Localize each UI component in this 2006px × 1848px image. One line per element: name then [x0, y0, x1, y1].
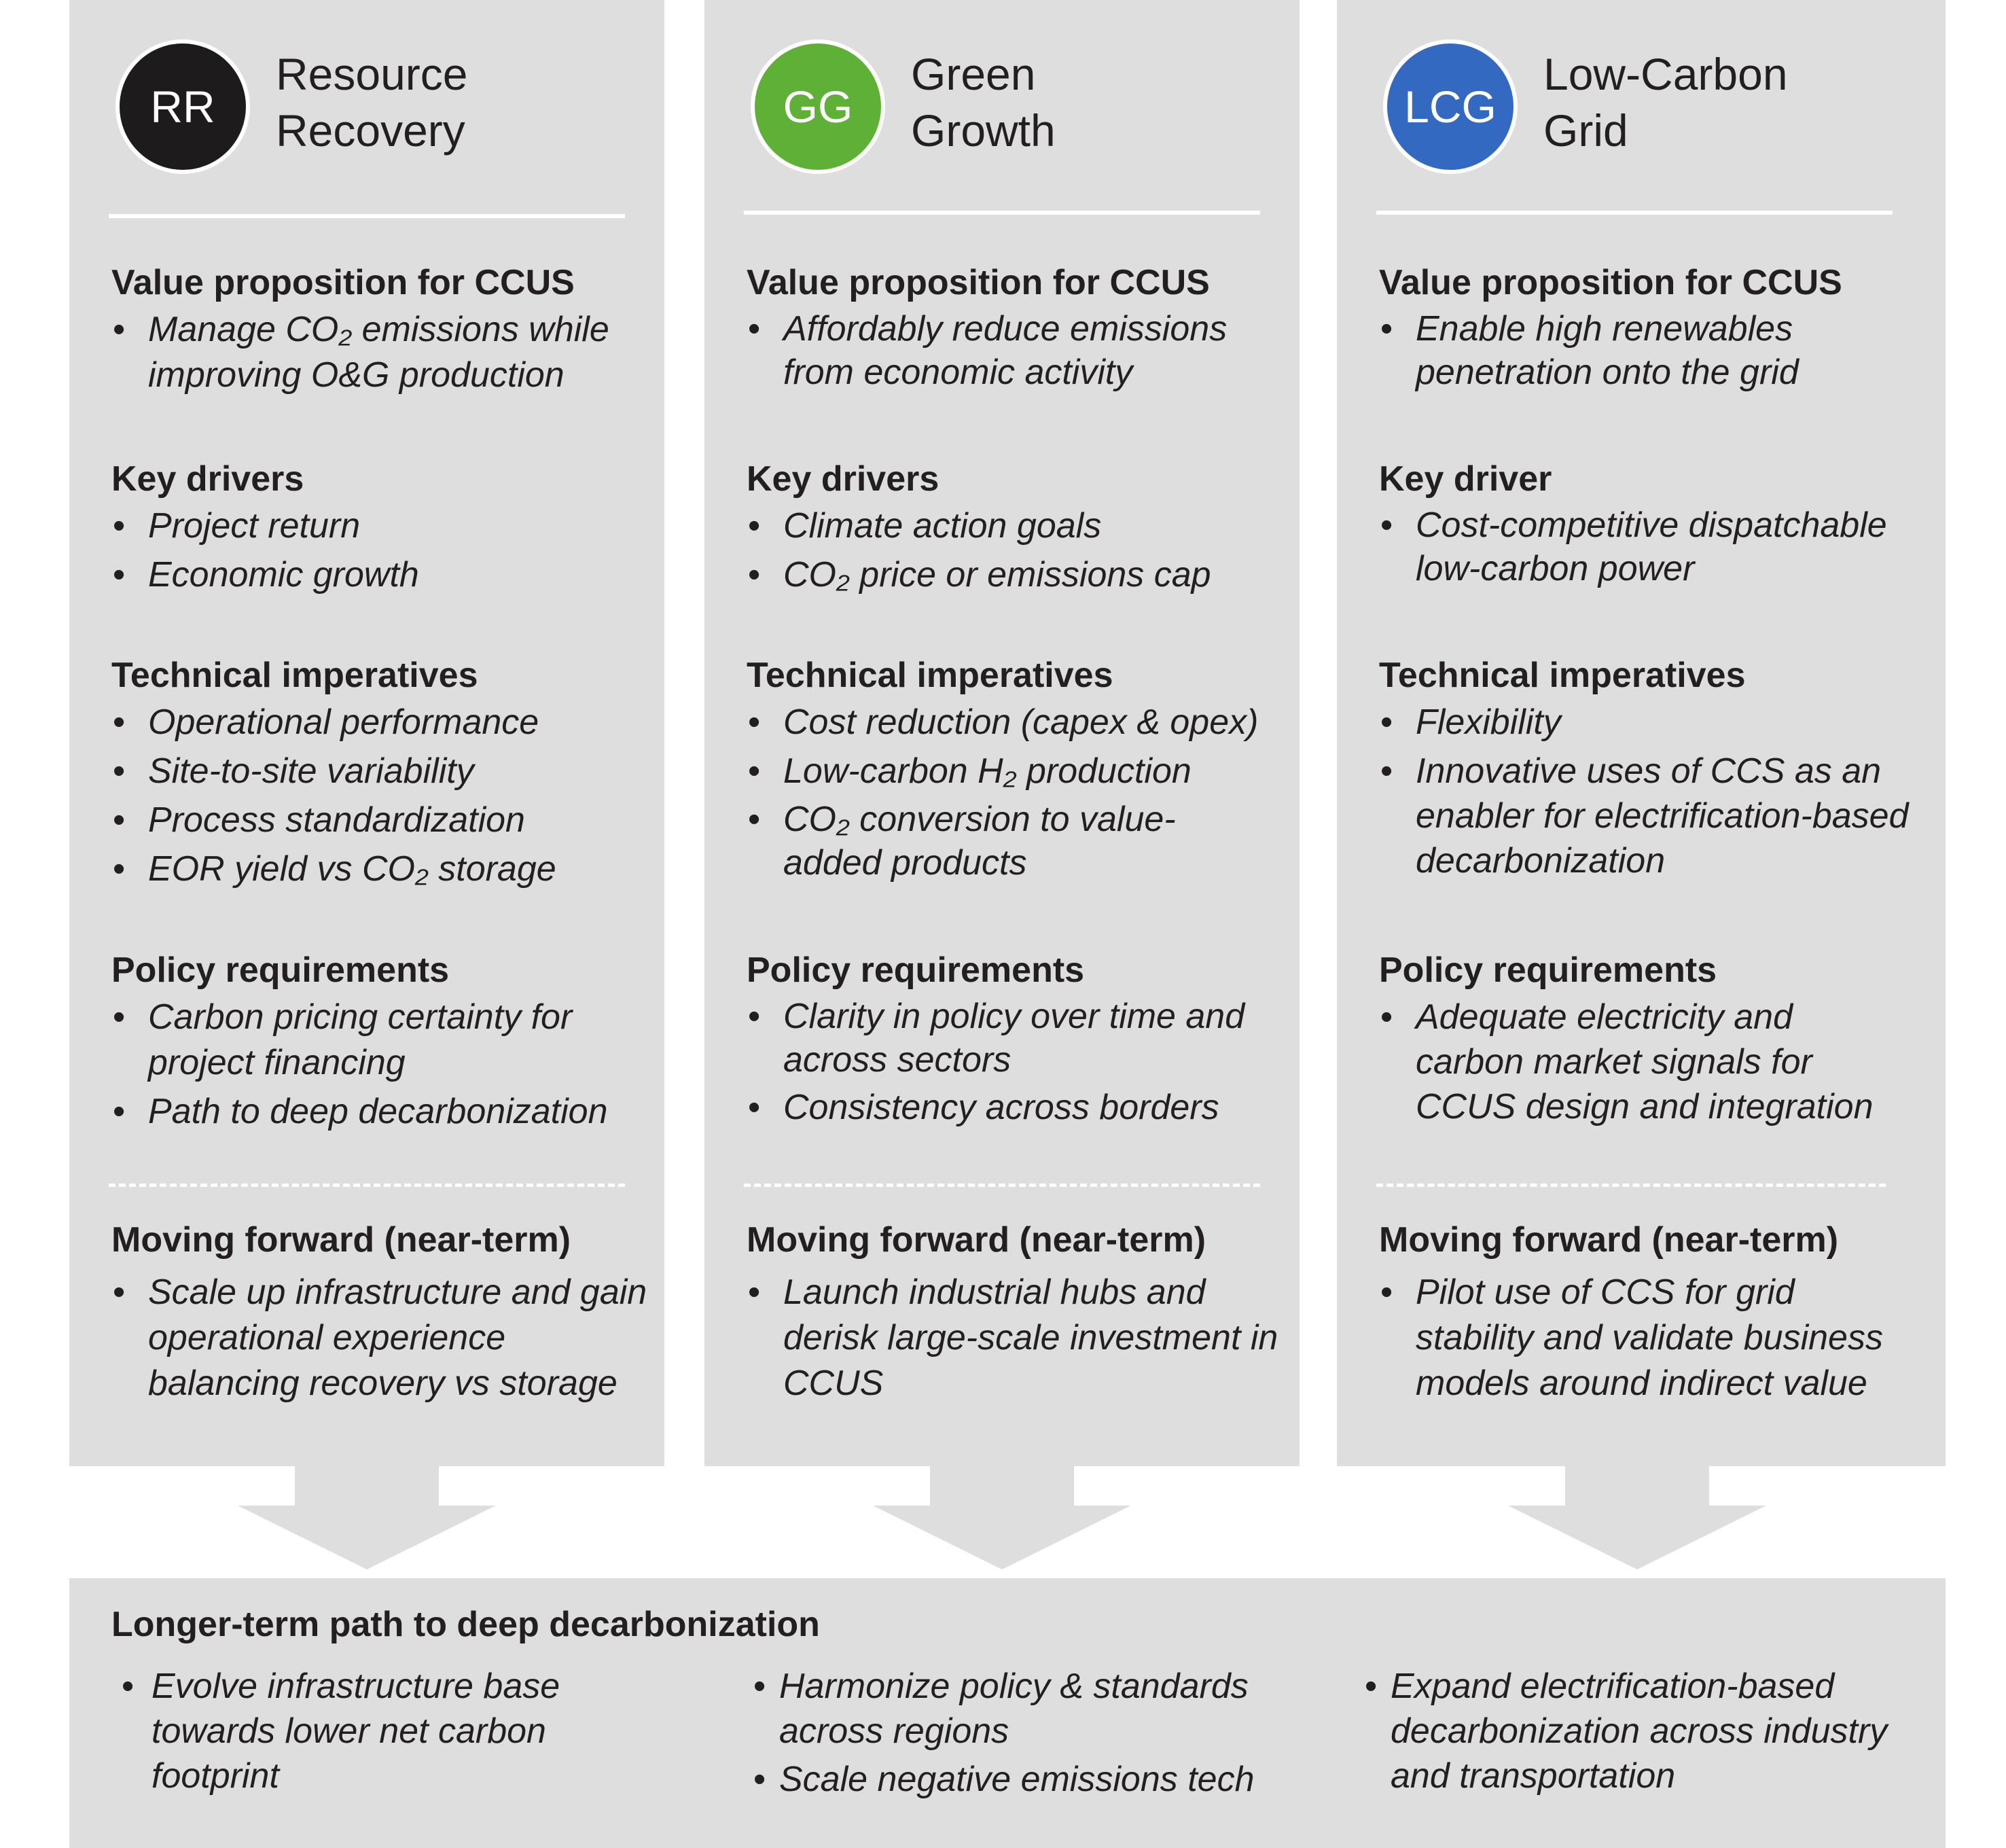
column-title-line: Low-Carbon	[1543, 49, 1788, 99]
list-item: • Low-carbon H₂ production	[747, 749, 1290, 794]
section-heading: Technical imperatives	[1379, 656, 1746, 695]
bullet-list	[120, 1664, 637, 1798]
list-item: • Innovative uses of CCS as an enabler for electrification-based decarbonization	[1379, 749, 1909, 883]
section-heading: Moving forward (near-term)	[1379, 1220, 1839, 1260]
bottom-column	[120, 1664, 637, 1802]
list-item: • EOR yield vs CO₂ storage	[111, 847, 655, 892]
section-heading: Value proposition for CCUS	[1379, 263, 1842, 302]
section-key-driver	[1379, 457, 1922, 594]
column-low-carbon-grid	[1337, 0, 1946, 1466]
section-divider	[1376, 1184, 1886, 1187]
badge-circle: GG	[751, 39, 885, 174]
header-divider	[744, 211, 1260, 215]
list-item: • Affordably reduce emissions from economic activity	[747, 307, 1290, 394]
list-item: • Scale negative emissions tech	[752, 1757, 1350, 1802]
list-item: • Scale up infrastructure and gain operational experience balancing recovery vs storage	[111, 1270, 655, 1406]
bottom-column	[752, 1664, 1350, 1805]
section-heading: Policy requirements	[747, 950, 1085, 990]
section-heading: Moving forward (near-term)	[111, 1220, 571, 1260]
column-title	[276, 46, 629, 159]
section-heading: Moving forward (near-term)	[747, 1220, 1206, 1260]
list-item: • Process standardization	[111, 798, 655, 843]
list-item: • CO₂ price or emissions cap	[747, 552, 1290, 598]
section-moving-forward	[747, 1218, 1290, 1410]
section-policy-requirements	[1379, 948, 1922, 1133]
list-item: • Economic growth	[111, 552, 655, 598]
list-item: • Cost-competitive dispatchable low-carbon power	[1379, 503, 1922, 590]
list-item: • Adequate electricity and carbon market signals for CCUS design and integration	[1379, 995, 1909, 1129]
section-value-proposition	[1379, 261, 1922, 397]
section-technical-imperatives	[111, 654, 655, 895]
column-title-line: Green	[911, 49, 1036, 99]
section-divider	[109, 1184, 625, 1187]
panel-title: Longer-term path to deep decarbonization	[111, 1605, 820, 1644]
section-heading: Technical imperatives	[111, 656, 478, 695]
bullet-list	[111, 700, 655, 892]
bullet-list	[1379, 1270, 1922, 1406]
list-item: • CO₂ conversion to value-added products	[747, 798, 1263, 885]
list-item: • Evolve infrastructure base towards lower net carbon footprint	[120, 1664, 596, 1798]
column-title-line: Growth	[911, 105, 1056, 156]
column-title	[1543, 46, 1897, 159]
section-value-proposition	[747, 261, 1290, 397]
list-item: • Cost reduction (capex & opex)	[747, 700, 1290, 745]
column-header	[751, 39, 1267, 175]
bullet-list	[747, 995, 1290, 1131]
column-title	[911, 46, 1264, 159]
bullet-list	[111, 995, 655, 1135]
column-title-line: Resource	[276, 49, 468, 99]
section-heading: Technical imperatives	[747, 656, 1113, 695]
bullet-list	[747, 307, 1290, 394]
list-item: • Operational performance	[111, 700, 655, 745]
down-arrow-icon	[873, 1466, 1131, 1569]
section-heading: Key drivers	[111, 459, 304, 499]
badge-circle: RR	[115, 39, 250, 174]
section-technical-imperatives	[1379, 654, 1922, 887]
bullet-list	[1379, 995, 1922, 1129]
section-heading: Key driver	[1379, 459, 1552, 499]
header-divider	[109, 214, 625, 218]
down-arrow-icon	[1508, 1466, 1766, 1569]
longer-term-panel	[69, 1578, 1946, 1848]
badge-circle: LCG	[1383, 39, 1518, 174]
list-item: • Enable high renewables penetration onto the grid	[1379, 307, 1868, 394]
list-item: • Carbon pricing certainty for project financing	[111, 995, 655, 1086]
list-item: • Path to deep decarbonization	[111, 1089, 655, 1135]
bullet-list	[111, 307, 655, 398]
column-header	[115, 39, 632, 175]
section-heading: Value proposition for CCUS	[747, 263, 1210, 302]
list-item: • Climate action goals	[747, 503, 1290, 549]
section-value-proposition	[111, 261, 655, 402]
section-heading: Value proposition for CCUS	[111, 263, 575, 302]
list-item: • Site-to-site variability	[111, 749, 655, 794]
bottom-column	[1363, 1664, 1920, 1802]
bullet-list	[747, 503, 1290, 598]
column-green-growth	[704, 0, 1300, 1466]
list-item: • Project return	[111, 503, 655, 549]
section-moving-forward	[1379, 1218, 1922, 1410]
header-divider	[1376, 211, 1893, 215]
down-arrow-icon	[238, 1466, 496, 1569]
section-policy-requirements	[111, 948, 655, 1138]
list-item: • Consistency across borders	[747, 1085, 1290, 1131]
section-technical-imperatives	[747, 654, 1290, 888]
bullet-list	[1379, 503, 1922, 590]
section-policy-requirements	[747, 948, 1290, 1134]
column-title-line: Grid	[1543, 105, 1628, 156]
list-item: • Launch industrial hubs and derisk large-scale investment in CCUS	[747, 1270, 1290, 1406]
section-heading: Policy requirements	[1379, 950, 1717, 990]
bullet-list	[111, 503, 655, 598]
bullet-list	[752, 1664, 1350, 1802]
bullet-list	[1379, 700, 1922, 883]
list-item: • Flexibility	[1379, 700, 1922, 745]
section-key-drivers	[747, 457, 1290, 601]
list-item: • Manage CO₂ emissions while improving O&G production	[111, 307, 655, 398]
bullet-list	[1379, 307, 1922, 394]
list-item: • Pilot use of CCS for grid stability and validate business models around indirect value	[1379, 1270, 1909, 1406]
section-heading: Key drivers	[747, 459, 939, 499]
section-heading: Policy requirements	[111, 950, 450, 990]
column-resource-recovery	[69, 0, 664, 1466]
bullet-list	[1363, 1664, 1920, 1798]
section-divider	[744, 1184, 1260, 1187]
list-item: • Harmonize policy & standards across regions	[752, 1664, 1295, 1754]
column-header	[1383, 39, 1899, 175]
list-item: • Clarity in policy over time and across sectors	[747, 995, 1290, 1082]
list-item: • Expand electrification-based decarbonization across industry and transportation	[1363, 1664, 1893, 1798]
section-key-drivers	[111, 457, 655, 601]
column-title-line: Recovery	[276, 105, 465, 156]
bullet-list	[111, 1270, 655, 1406]
bullet-list	[747, 700, 1290, 885]
section-moving-forward	[111, 1218, 655, 1410]
bullet-list	[747, 1270, 1290, 1406]
